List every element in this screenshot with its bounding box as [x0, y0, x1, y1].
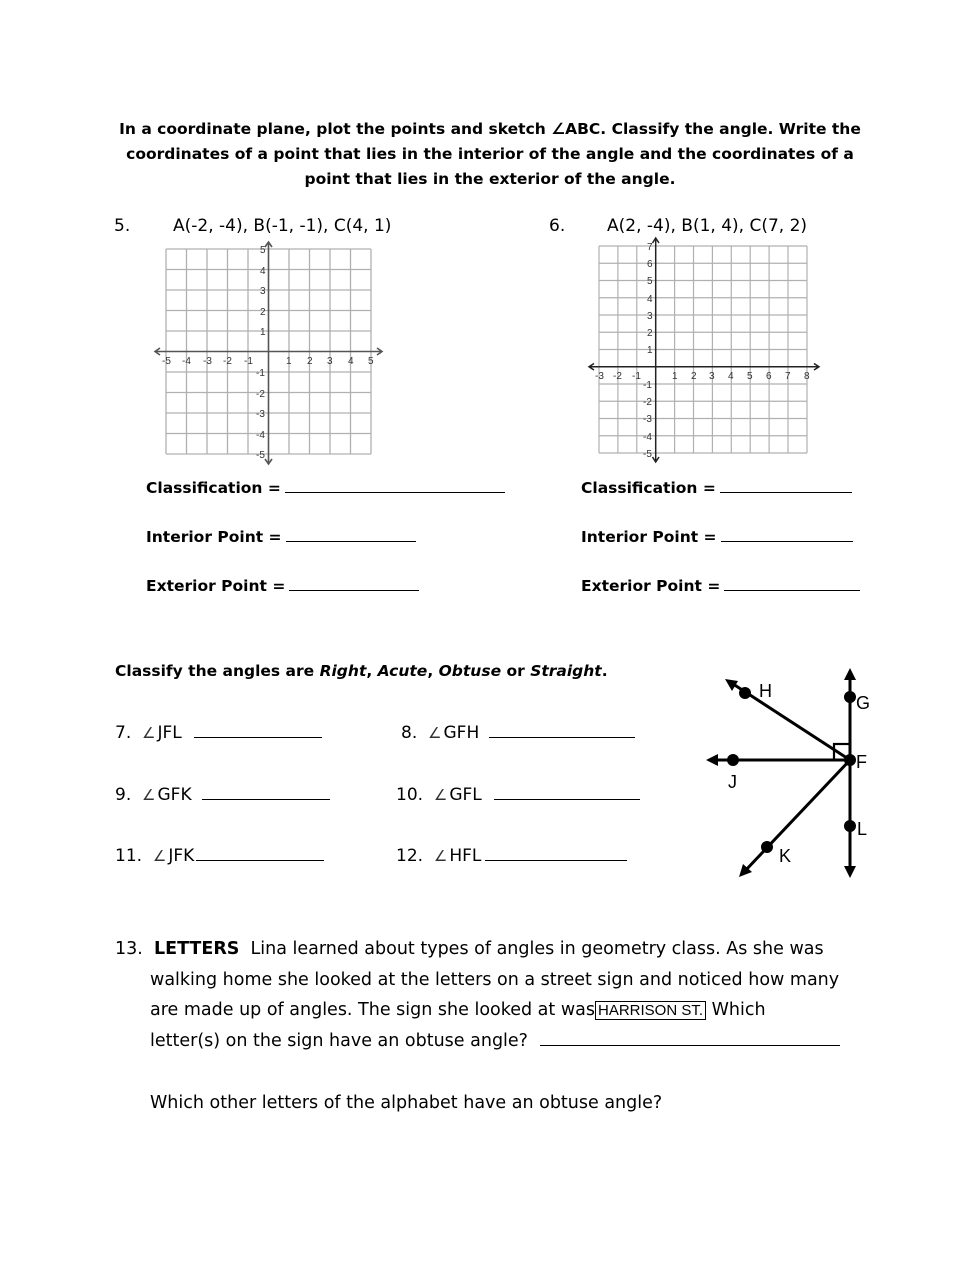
problem-13-line5: Which other letters of the alphabet have an obtuse angle?: [150, 1093, 663, 1113]
svg-text:-2: -2: [256, 389, 265, 400]
problem-6-points: A(2, -4), B(1, 4), C(7, 2): [607, 216, 808, 236]
question-number: 9.: [115, 785, 132, 805]
svg-text:-3: -3: [256, 409, 265, 420]
interior-label: Interior Point =: [146, 528, 282, 546]
question-number: 12.: [396, 846, 424, 866]
classification-row-5: [146, 478, 505, 497]
question-number: 7.: [115, 723, 132, 743]
coordinate-grid-6[interactable]: [585, 235, 825, 470]
exterior-blank-6[interactable]: [724, 576, 860, 591]
svg-text:1: 1: [672, 371, 678, 382]
problem-13-line4: [150, 1026, 840, 1057]
problem-13-line3: [150, 995, 766, 1027]
svg-text:-3: -3: [203, 356, 212, 367]
question-10: [396, 785, 640, 805]
question-12: [396, 846, 627, 866]
svg-text:3: 3: [260, 286, 266, 297]
classification-blank-5[interactable]: [285, 478, 505, 493]
angle-symbol-icon: ∠: [142, 724, 156, 742]
question-number: 8.: [401, 723, 418, 743]
question-9: [115, 785, 330, 805]
question-7: [115, 723, 322, 743]
sep: or: [501, 662, 531, 680]
angle-symbol: ∠: [551, 120, 566, 138]
svg-text:3: 3: [647, 311, 653, 322]
angle-symbol-icon: ∠: [433, 847, 448, 865]
street-sign-box: HARRISON ST.: [595, 1001, 706, 1020]
problem-6-number: 6.: [549, 216, 566, 236]
svg-text:-2: -2: [613, 371, 622, 382]
question-8: [401, 723, 635, 743]
svg-text:2: 2: [691, 371, 697, 382]
answer-blank-11[interactable]: [196, 846, 324, 861]
angle-name: GFK: [157, 785, 192, 805]
exterior-label: Exterior Point =: [581, 577, 721, 595]
problem-text: Lina learned about types of angles in geometry class. As she was: [250, 939, 824, 959]
svg-text:-4: -4: [256, 430, 265, 441]
svg-text:1: 1: [260, 327, 266, 338]
question-number: 13.: [115, 939, 143, 959]
answer-blank-10[interactable]: [494, 785, 640, 800]
svg-text:-1: -1: [244, 356, 253, 367]
answer-blank-9[interactable]: [202, 785, 330, 800]
sep: ,: [427, 662, 439, 680]
angle-name: JFK: [168, 846, 195, 866]
svg-text:-1: -1: [632, 371, 641, 382]
svg-text:5: 5: [647, 276, 653, 287]
instructions: [110, 117, 870, 192]
svg-text:-1: -1: [643, 380, 652, 391]
label-l: L: [857, 819, 868, 839]
label-h: H: [759, 681, 772, 701]
exterior-row-6: [581, 576, 860, 595]
classification-label: Classification =: [581, 479, 716, 497]
instructions-text: In a coordinate plane, plot the points and sketch: [119, 120, 552, 138]
interior-blank-6[interactable]: [721, 527, 853, 542]
svg-text:-3: -3: [643, 414, 652, 425]
answer-blank-12[interactable]: [485, 846, 627, 861]
svg-text:-4: -4: [643, 432, 652, 443]
problem-5-number: 5.: [114, 216, 131, 236]
svg-text:8: 8: [804, 371, 810, 382]
instructions-text-cont: ABC. Classify the angle. Write the coordinates of a point that lies in the interior of the angle and the coordinates of a point that lies in the exterior of the angle.: [126, 120, 861, 188]
svg-text:3: 3: [327, 356, 333, 367]
svg-text:4: 4: [260, 266, 266, 277]
svg-text:5: 5: [747, 371, 753, 382]
classification-label: Classification =: [146, 479, 281, 497]
svg-text:3: 3: [709, 371, 715, 382]
problem-text: letter(s) on the sign have an obtuse angle?: [150, 1031, 528, 1051]
sep: ,: [366, 662, 378, 680]
exterior-label: Exterior Point =: [146, 577, 286, 595]
problem-title: LETTERS: [153, 939, 240, 959]
option-obtuse: Obtuse: [438, 662, 502, 680]
answer-blank-8[interactable]: [489, 723, 635, 738]
label-k: K: [779, 846, 792, 866]
question-number: 10.: [396, 785, 424, 805]
coordinate-grid-5[interactable]: [150, 240, 390, 472]
suffix: .: [601, 662, 608, 680]
svg-text:5: 5: [260, 245, 266, 256]
angle-diagram: [690, 660, 890, 890]
problem-5-points: A(-2, -4), B(-1, -1), C(4, 1): [173, 216, 392, 236]
question-number: 11.: [115, 846, 143, 866]
interior-blank-5[interactable]: [286, 527, 416, 542]
exterior-row-5: [146, 576, 419, 595]
classify-heading: [115, 662, 608, 680]
exterior-blank-5[interactable]: [289, 576, 419, 591]
classification-blank-6[interactable]: [720, 478, 852, 493]
svg-text:-3: -3: [595, 371, 604, 382]
option-right: Right: [319, 662, 367, 680]
problem-text: are made up of angles. The sign she looked at was: [150, 1000, 595, 1020]
interior-row-6: [581, 527, 853, 546]
svg-text:-1: -1: [256, 368, 265, 379]
classify-prefix: Classify the angles are: [115, 662, 320, 680]
svg-text:4: 4: [348, 356, 354, 367]
option-acute: Acute: [377, 662, 428, 680]
angle-name: GFL: [449, 785, 482, 805]
problem-13-line1: [115, 934, 824, 965]
classification-row-6: [581, 478, 852, 497]
angle-name: GFH: [443, 723, 480, 743]
label-f: F: [856, 752, 867, 772]
label-j: J: [728, 772, 737, 792]
svg-text:-5: -5: [643, 449, 652, 460]
svg-text:2: 2: [647, 328, 653, 339]
svg-text:1: 1: [286, 356, 292, 367]
angle-name: JFL: [157, 723, 182, 743]
angle-symbol-icon: ∠: [152, 847, 167, 865]
svg-text:5: 5: [368, 356, 374, 367]
svg-text:1: 1: [647, 345, 653, 356]
svg-text:4: 4: [728, 371, 734, 382]
interior-row-5: [146, 527, 416, 546]
svg-text:6: 6: [766, 371, 772, 382]
problem-text: Which: [706, 1000, 766, 1020]
svg-text:-2: -2: [223, 356, 232, 367]
interior-label: Interior Point =: [581, 528, 717, 546]
question-11: [115, 846, 324, 866]
svg-text:7: 7: [647, 242, 653, 253]
svg-text:-4: -4: [182, 356, 191, 367]
angle-symbol-icon: ∠: [433, 786, 448, 804]
option-straight: Straight: [530, 662, 602, 680]
svg-text:-5: -5: [256, 450, 265, 461]
answer-blank-13[interactable]: [540, 1031, 840, 1046]
svg-text:7: 7: [785, 371, 791, 382]
svg-text:-2: -2: [643, 397, 652, 408]
svg-text:2: 2: [307, 356, 313, 367]
angle-symbol-icon: ∠: [142, 786, 156, 804]
angle-name: HFL: [449, 846, 482, 866]
angle-symbol-icon: ∠: [428, 724, 442, 742]
label-g: G: [856, 693, 871, 713]
svg-text:4: 4: [647, 294, 653, 305]
problem-13-line2: walking home she looked at the letters on a street sign and noticed how many: [150, 970, 840, 990]
svg-text:2: 2: [260, 307, 266, 318]
answer-blank-7[interactable]: [194, 723, 322, 738]
svg-text:-5: -5: [162, 356, 171, 367]
svg-text:6: 6: [647, 259, 653, 270]
